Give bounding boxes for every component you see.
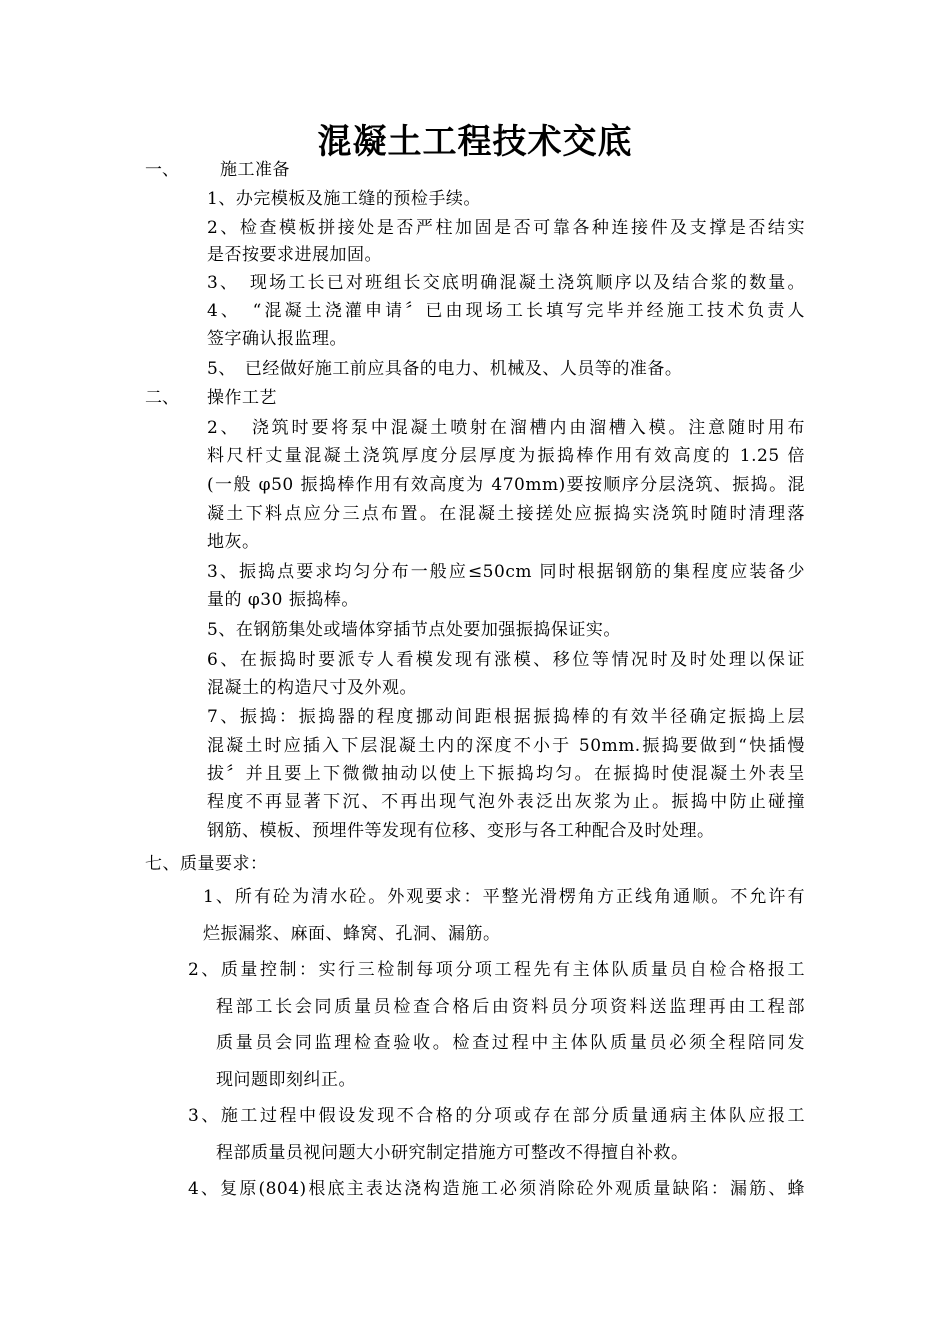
section2-p5-line5: 钢筋、模板、预埋件等发现有位移、变形与各工种配合及时处理。 (207, 821, 715, 841)
section1-item2-line2: 是否按要求进展加固。 (207, 245, 382, 265)
section7-q2-line3: 质量员会同监理检查验收。检查过程中主体队质量员必须全程陪同发 (216, 1033, 805, 1053)
section2-p2-line1: 3、振捣点要求均匀分布一般应≤50cm 同时根据钢筋的集程度应装备少 (207, 562, 805, 582)
section2-p4-line2: 混凝土的构造尺寸及外观。 (207, 678, 417, 698)
section7-heading: 七、质量要求： (145, 854, 268, 874)
section2-number: 二、 (145, 388, 179, 408)
section7-q1-line2: 烂振漏浆、麻面、蜂窝、孔洞、漏筋。 (203, 924, 501, 944)
section2-p5-line2: 混凝土时应插入下层混凝土内的深度不小于 50mm.振捣要做到“快插慢 (207, 736, 805, 756)
section2-p2-line2: 量的 φ30 振捣棒。 (207, 590, 359, 610)
section7-q4-line1: 4、复原(804)根底主表达浇构造施工必须消除砼外观质量缺陷：漏筋、蜂 (188, 1179, 805, 1199)
section2-p5-line4: 程度不再显著下沉、不再出现气泡外表泛出灰浆为止。振捣中防止碰撞 (207, 792, 805, 812)
section2-p1-line1: 2、 浇筑时要将泵中混凝土喷射在溜槽内由溜槽入模。注意随时用布 (207, 418, 805, 438)
section2-heading: 操作工艺 (207, 388, 277, 408)
section1-item4-line2: 签字确认报监理。 (207, 329, 347, 349)
section2-p4-line1: 6、在振捣时要派专人看模发现有涨模、移位等情况时及时处理以保证 (207, 650, 805, 670)
section7-q1-line1: 1、所有砼为清水砼。外观要求：平整光滑楞角方正线角通顺。不允许有 (203, 887, 805, 907)
section2-p1-line5: 地灰。 (207, 532, 260, 552)
document-title: 混凝土工程技术交底 (317, 122, 633, 162)
section1-heading: 施工准备 (220, 160, 290, 180)
section1-item3: 3、 现场工长已对班组长交底明确混凝土浇筑顺序以及结合浆的数量。 (207, 273, 805, 293)
section1-item2-line1: 2、检查模板拼接处是否严柱加固是否可靠各种连接件及支撑是否结实 (207, 218, 805, 238)
section2-p1-line4: 凝土下料点应分三点布置。在混凝土接搓处应振捣实浇筑时随时清理落 (207, 504, 805, 524)
section7-q2-line4: 现问题即刻纠正。 (216, 1070, 356, 1090)
section7-q2-line2: 程部工长会同质量员检查合格后由资料员分项资料送监理再由工程部 (216, 997, 805, 1017)
section2-p1-line3: (一般 φ50 振捣棒作用有效高度为 470mm)要按顺序分层浇筑、振捣。混 (207, 475, 805, 495)
section2-p1-line2: 料尺杆丈量混凝土浇筑厚度分层厚度为振捣棒作用有效高度的 1.25 倍 (207, 446, 805, 466)
section2-p3: 5、在钢筋集处或墙体穿插节点处要加强振捣保证实。 (207, 620, 621, 640)
section1-item1: 1、办完模板及施工缝的预检手续。 (207, 189, 481, 209)
section2-p5-line3: 拔〞并且要上下微微抽动以使上下振捣均匀。在振捣时使混凝土外表呈 (207, 764, 805, 784)
section7-q2-line1: 2、质量控制：实行三检制每项分项工程先有主体队质量员自检合格报工 (188, 960, 805, 980)
section7-q3-line1: 3、施工过程中假设发现不合格的分项或存在部分质量通病主体队应报工 (188, 1106, 805, 1126)
section1-item4-line1: 4、 “混凝土浇灌申请〞已由现场工长填写完毕并经施工技术负责人 (207, 301, 805, 321)
section7-q3-line2: 程部质量员视问题大小研究制定措施方可整改不得擅自补救。 (216, 1143, 689, 1163)
section2-p5-line1: 7、振捣：振捣器的程度挪动间距根据振捣棒的有效半径确定振捣上层 (207, 707, 805, 727)
section1-number: 一、 (145, 160, 179, 180)
section1-item5: 5、 已经做好施工前应具备的电力、机械及、人员等的准备。 (207, 359, 683, 379)
